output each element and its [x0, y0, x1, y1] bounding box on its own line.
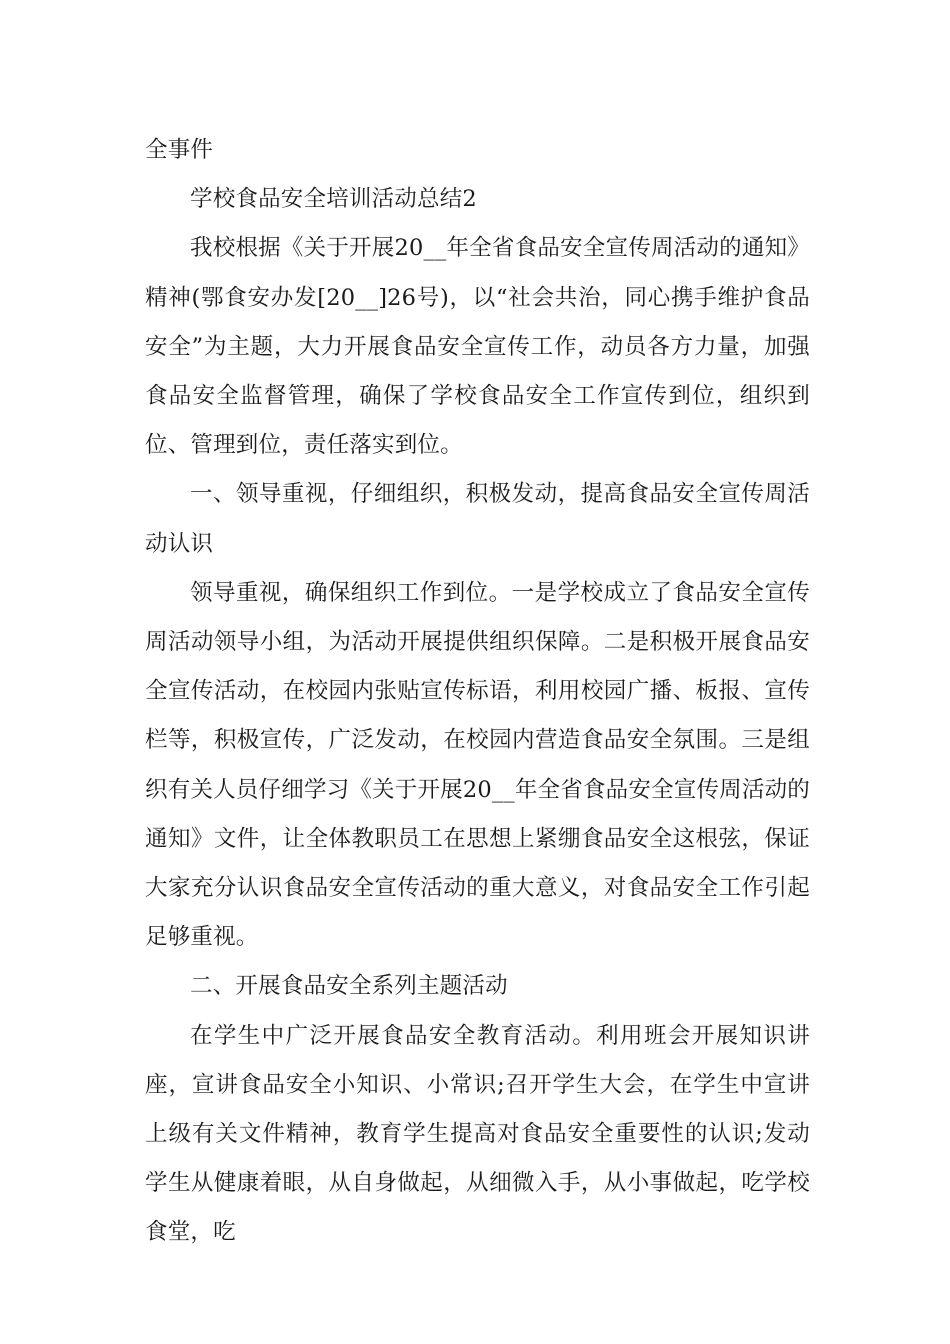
paragraph-intro: 我校根据《关于开展20__年全省食品安全宣传周活动的通知》精神(鄂食安办发[20__]26号)，以“社会共治，同心携手维护食品安全”为主题，大力开展食品安全宣传工作，动员各方力量，加强食品安全监督管理，确保了学校食品安全工作宣传到位，组织到位、管理到位，责任落实到位。 — [145, 235, 810, 459]
subheading-one: 一、领导重视，仔细组织，积极发动，提高食品安全宣传周活动认识 — [145, 481, 810, 557]
section-heading: 学校食品安全培训活动总结2 — [190, 186, 477, 213]
paragraph-continuation: 全事件 — [145, 137, 214, 163]
document-body — [145, 126, 810, 1258]
paragraph-leadership: 领导重视，确保组织工作到位。一是学校成立了食品安全宣传周活动领导小组，为活动开展提供组织保障。二是积极开展食品安全宣传活动，在校园内张贴宣传标语，利用校园广播、板报、宣传栏等，积极宣传，广泛发动，在校园内营造食品安全氛围。三是组织有关人员仔细学习《关于开展20__年全省食品安全宣传周活动的通知》文件，让全体教职员工在思想上紧绷食品安全这根弦，保证大家充分认识食品安全宣传活动的重大意义，对食品安全工作引起足够重视。 — [145, 579, 810, 951]
paragraph-student-activities: 在学生中广泛开展食品安全教育活动。利用班会开展知识讲座，宣讲食品安全小知识、小常识;召开学生大会，在学生中宣讲上级有关文件精神，教育学生提高对食品安全重要性的认识;发动学生从健康着眼，从自身做起，从细微入手，从小事做起，吃学校食堂，吃 — [145, 1022, 810, 1246]
subheading-two: 二、开展食品安全系列主题活动 — [190, 973, 508, 1000]
